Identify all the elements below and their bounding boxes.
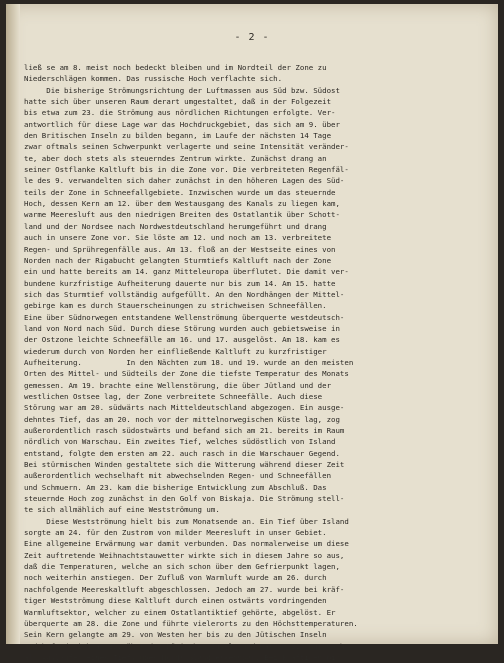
text-line: dehntes Tief, das am 20. noch vor der mittelnorwegischen Küste lag, zog (24, 414, 340, 424)
text-line: wiederum durch von Norden her einfließende Kaltluft zu kurzfristiger (24, 346, 327, 356)
text-line: den Britischen Inseln zu bilden begann, im Laufe der nächsten 14 Tage (24, 131, 332, 141)
text-line: Aufheiterung. In den Nächten zum 18. und 19. wurde an den meisten (24, 357, 354, 367)
text-line: tiger Westströmung diese Kaltluft durch einen ostwärts vordringenden (24, 596, 327, 606)
text-line: noch weiterhin anstiegen. Der Zufluß von Warmluft wurde am 26. durch (24, 573, 327, 583)
text-line: sich das Sturmtief vollständig aufgefüllt. An den Nordhängen der Mittel- (24, 289, 345, 299)
text-line: und Schmuern. Am 23. kam die bisherige Entwicklung zum Abschluß. Das (24, 482, 327, 492)
text-line: der Ostzone leichte Schneefälle am 16. und 17. ausgelöst. Am 18. kam es (24, 335, 340, 345)
text-line: außerordentlich rasch südostwärts und befand sich am 21. bereits im Raum (24, 426, 345, 435)
text-line: überquerte am 28. die Zone und führte vielerorts zu den Höchsttemperaturen. (24, 618, 358, 628)
text-line: ein und hatte bereits am 14. ganz Mitteleuropa überflutet. Die damit ver- (24, 267, 349, 277)
text-line: te sich allmählich auf eine Westströmung um. (24, 505, 220, 515)
text-line: Norden nach der Rigabucht gelangten Sturmtiefs Kaltluft nach der Zone (24, 255, 332, 265)
text-line: ließ se am 8. meist noch bedeckt bleiben und im Nordteil der Zone zu (24, 63, 327, 72)
text-line: Orten des Mittel- und Südteils der Zone die tiefste Temperatur des Monats (24, 369, 349, 379)
text-line: antwortlich für diese Lage war das Hochdruckgebiet, das sich am 9. über (24, 119, 340, 129)
text-line: Störung war am 20. südwärts nach Mitteldeutschland abgezogen. Ein ausge- (24, 403, 345, 413)
page-number: - 2 - (234, 32, 270, 43)
text-line: außerordentlich wechselhaft mit abwechselnden Regen- und Schneefällen (24, 471, 332, 481)
text-line: nachfolgende Meereskaltluft abgeschlossen. Jedoch am 27. wurde bei kräf- (24, 584, 345, 594)
text-line: entstand, folgte dem ersten am 22. auch rasch in die Warschauer Gegend. (24, 448, 340, 458)
text-line: zwar oftmals seinen Schwerpunkt verlagerte und seine Intensität veränder- (24, 142, 349, 152)
text-line: Diese Westströmung hielt bis zum Monatsende an. Ein Tief über Island (24, 516, 349, 526)
text-line: westlichen Ostsee lag, der Zone verbreitete Schneefälle. Auch diese (24, 391, 323, 401)
text-line: warme Meeresluft aus den niedrigen Breiten des Ostatlantik über Schott- (24, 210, 340, 220)
text-line: steuernde Hoch zog zunächst in den Golf von Biskaja. Die Strömung stell- (24, 494, 345, 504)
text-line: und befand sich am 30. über den Dänischen Inseln und war am 31. nur noch (24, 641, 345, 651)
text-line: als Ausläufer eines Tiefs über Nordrußland erkennbar. Bei kräftigen bis (24, 652, 340, 662)
text-line: teils der Zone in Schneefallgebiete. Inzwischen wurde um das steuernde (24, 187, 336, 197)
text-line: le des 9. verwandelten sich daher zunächst in den höheren Lagen des Süd- (24, 176, 345, 186)
text-line: Bei stürmischen Winden gestaltete sich die Witterung während dieser Zeit (24, 460, 345, 470)
text-line: auch in unsere Zone vor. Sie löste am 12. und noch am 13. verbreitete (24, 233, 332, 243)
text-line: Zeit auftretende Weihnachtstauwetter wirkte sich in diesem Jahre so aus, (24, 550, 345, 560)
text-line: Die bisherige Strömungsrichtung der Luftmassen aus Süd bzw. Südost (24, 85, 340, 95)
text-line: Niederschlägen kommen. Das russische Hoch verflachte sich. (24, 74, 283, 84)
text-line: te, aber doch stets als steuerndes Zentrum wirkte. Zunächst drang an (24, 153, 327, 163)
text-line: seiner Ostflanke Kaltluft bis in die Zone vor. Die verbreiteten Regenfäl- (24, 165, 349, 175)
text-line: land von Nord nach Süd. Durch diese Störung wurden auch gebietsweise in (24, 323, 340, 333)
text-line: land und der Nordsee nach Nordwestdeutschland herumgeführt und drang (24, 221, 327, 231)
text-line: hatte sich über unseren Raum derart umgestaltet, daß in der Folgezeit (24, 97, 332, 107)
text-line: gebirge kam es durch Stauerscheinungen zu strichweisen Schneefällen. (24, 301, 327, 311)
text-line: Eine allgemeine Erwärmung war damit verbunden. Das normalerweise um diese (24, 539, 349, 549)
text-line: bis etwa zum 23. die Strömung aus nördlichen Richtungen erfolgte. Ver- (24, 108, 336, 118)
text-line: gemessen. Am 19. brachte eine Wellenstörung, die über Jütland und der (24, 380, 332, 390)
text-line: sorgte am 24. für den Zustrom von milder Meeresluft in unser Gebiet. (24, 528, 327, 538)
text-line: bundene kurzfristige Aufheiterung dauerte nur bis zum 14. Am 15. hatte (24, 278, 336, 288)
text-line: Sein Kern gelangte am 29. von Westen her bis zu den Jütischen Inseln (24, 630, 327, 640)
text-line: nördlich von Warschau. Ein zweites Tief, welches südöstlich von Island (24, 437, 336, 447)
text-line: Eine über Südnorwegen entstandene Wellenströmung überquerte westdeutsch- (24, 312, 345, 322)
body-text (24, 62, 494, 663)
text-line: Regen- und Sprühregenfälle aus. Am 13. floß an der Westseite eines von (24, 244, 336, 254)
page-binding-edge (6, 4, 20, 644)
document-page (6, 4, 498, 662)
text-line: daß die Temperaturen, welche an sich schon über dem Gefrierpunkt lagen, (24, 562, 340, 572)
text-line: Warmluftsektor, welcher zu einem Ostatlantiktief gehörte, abgelöst. Er (24, 607, 336, 617)
text-line: Hoch, dessen Kern am 12. über dem Westausgang des Kanals zu liegen kam, (24, 199, 340, 209)
